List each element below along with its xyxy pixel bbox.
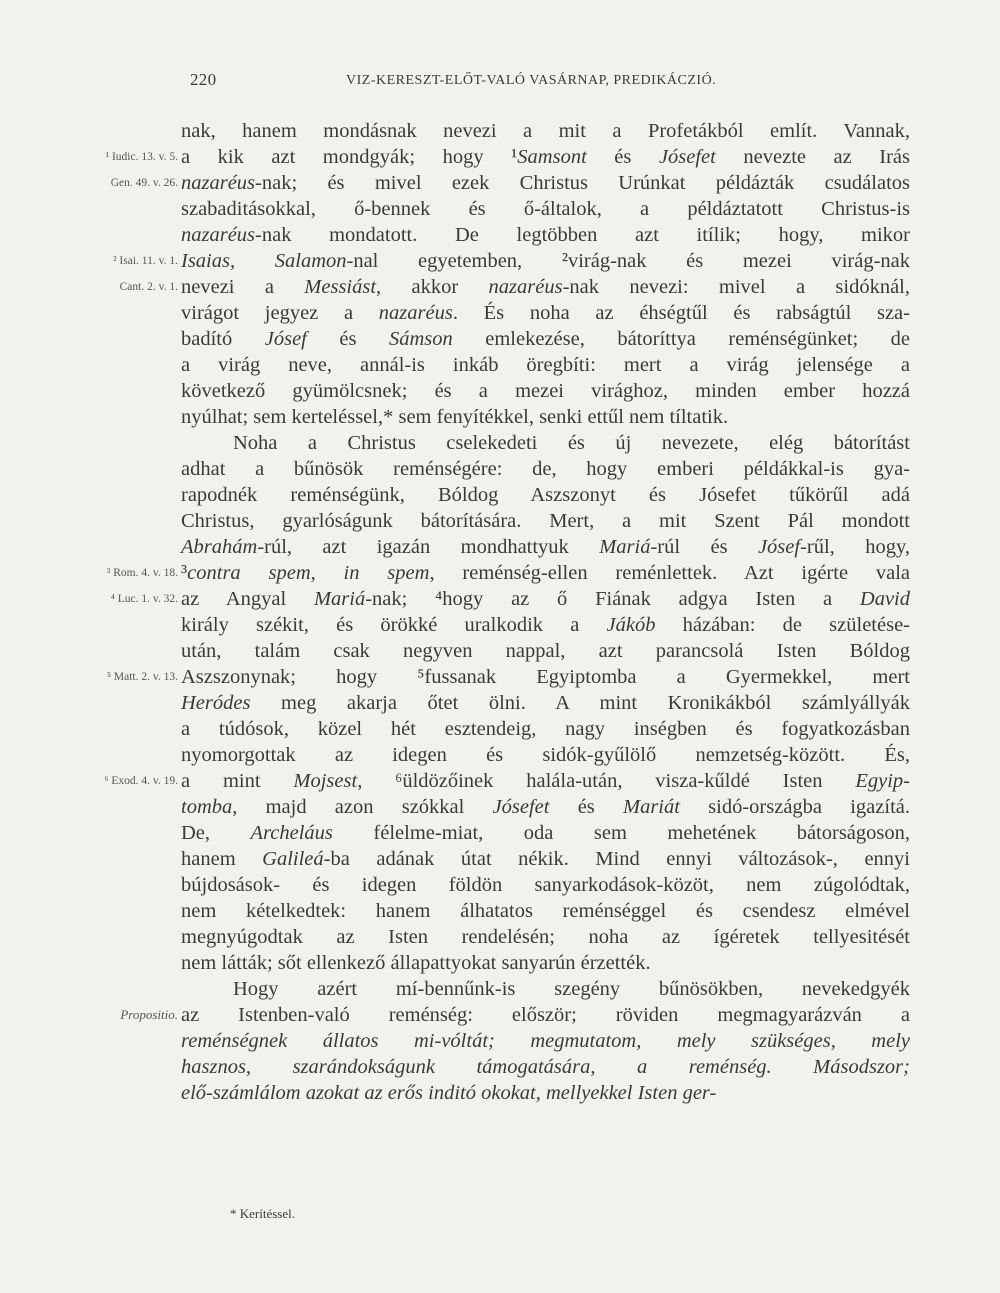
text-line: bújdosások- és idegen földön sanyarkodások-közöt, nem zúgolódtak, [181,874,910,896]
text-line: badító Jósef és Sámson emlekezése, bátoríttya reménségünket; de [181,328,911,350]
margin-reference: ³ Rom. 4. v. 18. [106,567,178,579]
text-line: nyúlhat; sem kerteléssel,* sem fenyítékkel, senki ettűl nem tíltatik. [181,406,729,428]
text-line: reménségnek állatos mi-vóltát; megmutatom, mely szükséges, mely [181,1030,910,1052]
margin-reference: ⁶ Exod. 4. v. 19. [104,775,178,787]
text-line: ³contra spem, in spem, reménség-ellen reménlettek. Azt igérte vala [181,562,910,584]
text-line: a mint Mojsest, ⁶üldözőinek halála-után, visza-kűldé Isten Egyip- [181,770,911,792]
margin-reference: ² Isai. 11. v. 1. [113,255,178,267]
text-line: elő-számlálom azokat az erős inditó okokat, mellyekkel Isten ger- [181,1082,717,1104]
text-line: Aszszonynak; hogy ⁵fussanak Egyiptomba a Gyermekkel, mert [181,666,910,688]
margin-reference: Propositio. [120,1007,178,1022]
text-line: az Angyal Mariá-nak; ⁴hogy az ő Fiának adgya Isten a David [181,588,910,610]
text-line: adhat a bűnösök reménségére: de, hogy emberi példákkal-is gya- [181,458,910,480]
margin-reference: ⁴ Luc. 1. v. 32. [110,593,178,605]
text-line: nem látták; sőt ellenkező állapattyokat sanyarún érzették. [181,952,651,974]
text-line: Heródes meg akarja őtet ölni. A mint Kronikákból számlyállyák [181,692,910,714]
text-line: hasznos, szarándokságunk támogatására, a reménség. Másodszor; [181,1056,910,1078]
text-line: Christus, gyarlóságunk bátorítására. Mert, a mit Szent Pál mondott [181,510,910,532]
text-line: megnyúgodtak az Isten rendelésén; noha az ígéretek tellyesitését [181,926,910,948]
text-line: nem kételkedtek: hanem álhatatos reménséggel és csendesz elmével [181,900,910,922]
margin-reference: ¹ Iudic. 13. v. 5. [105,151,178,163]
page-number: 220 [190,70,217,89]
text-line: De, Archeláus félelme-miat, oda sem mehetének bátorságoson, [181,822,911,844]
text-line: Noha a Christus cselekedeti és új nevezete, elég bátorítást [233,432,910,454]
margin-reference: Cant. 2. v. 1. [119,281,178,293]
text-line: az Istenben-való reménség: először; röviden megmagyarázván a [181,1004,910,1026]
text-line: következő gyümölcsnek; és a mezei virághoz, minden ember hozzá [181,380,910,402]
text-line: a kik azt mondgyák; hogy ¹Samsont és Jósefet nevezte az Irás [181,146,911,168]
text-line: után, talám csak negyven nappal, azt parancsolá Isten Bóldog [181,640,910,662]
text-line: király székit, és örökké uralkodik a Jákób házában: de születése- [181,614,910,636]
footnote: * Kerítéssel. [230,1206,295,1221]
text-line: nazaréus-nak; és mivel ezek Christus Urúnkat példázták csudálatos [181,172,910,194]
margin-reference: Gen. 49. v. 26. [110,177,178,189]
text-line: rapodnék reménségünk, Bóldog Aszszonyt és Jósefet tűkörűl adá [181,484,910,506]
text-line: szabaditásokkal, ő-bennek és ő-általok, a példáztatott Christus-is [181,198,910,220]
text-line: tomba, majd azon szókkal Jósefet és Mariát sidó-országba igazítá. [181,796,910,818]
text-line: Hogy azért mí-bennűnk-is szegény bűnösökben, nevekedgyék [233,978,910,1000]
text-line: nazaréus-nak mondatott. De legtöbben azt itílik; hogy, mikor [181,224,910,246]
text-line: Isaias, Salamon-nal egyetemben, ²virág-nak és mezei virág-nak [181,250,910,272]
running-title: VIZ-KERESZT-ELŐT-VALÓ VASÁRNAP, PREDIKÁCZIÓ. [346,73,717,88]
text-line: nak, hanem mondásnak nevezi a mit a Profetákból említ. Vannak, [181,120,910,142]
text-line: nevezi a Messiást, akkor nazaréus-nak nevezi: mivel a sidóknál, [181,276,910,298]
margin-reference: ⁵ Matt. 2. v. 13. [107,671,178,683]
text-line: virágot jegyez a nazaréus. És noha az éhségtűl és rabságtúl sza- [181,302,910,324]
text-line: a virág neve, annál-is inkáb öregbíti: mert a virág jelensége a [181,354,910,376]
text-line: Abrahám-rúl, azt igazán mondhattyuk Mariá-rúl és Jósef-rűl, hogy, [181,536,910,558]
text-line: a túdósok, közel hét esztendeig, nagy inségben és fogyatkozásban [181,718,910,740]
text-line: hanem Galileá-ba adának útat nékik. Mind ennyi változások-, ennyi [181,848,910,870]
text-line: nyomorgottak az idegen és sidók-gyűlölő nemzetség-között. És, [181,744,910,766]
